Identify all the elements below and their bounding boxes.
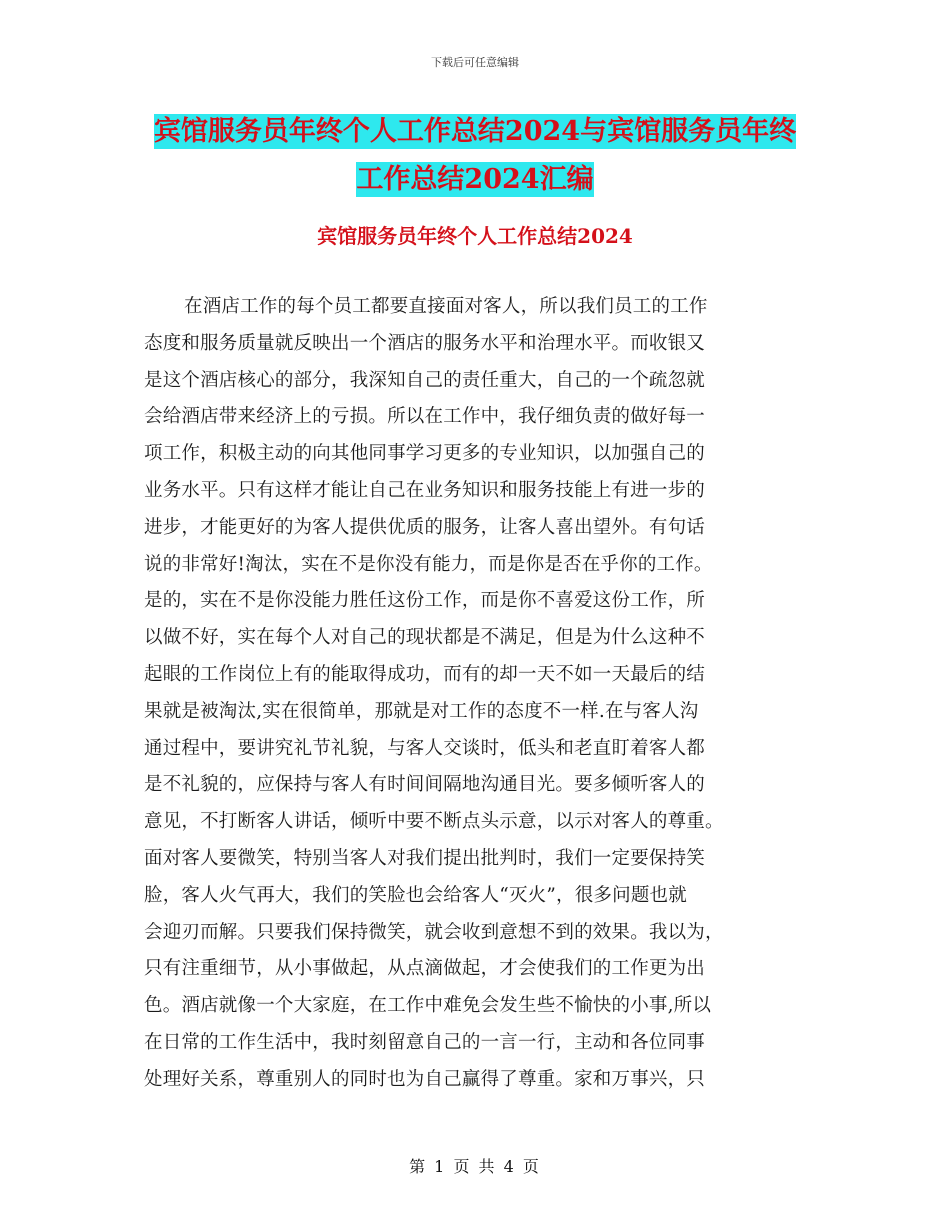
body-line: 会给酒店带来经济上的亏损。所以在工作中，我仔细负责的做好每一 [144,406,706,428]
title-line-1: 宾馆服务员年终个人工作总结2024与宾馆服务员年终 [153,116,797,147]
page-footer: 第 1 页 共 4 页 [409,1157,541,1176]
body-line: 在酒店工作的每个员工都要直接面对客人，所以我们员工的工作 [184,296,708,317]
body-paragraph [144,289,804,1099]
body-line: 是不礼貌的，应保持与客人有时间间隔地沟通目光。要多倾听客人的 [144,774,706,796]
body-line: 处理好关系，尊重别人的同时也为自己赢得了尊重。家和万事兴，只 [144,1068,706,1090]
title-line-2: 工作总结2024汇编 [356,164,594,195]
body-line: 进步，才能更好的为客人提供优质的服务，让客人喜出望外。有句话 [144,516,706,538]
body-line: 以做不好，实在每个人对自己的现状都是不满足，但是为什么这种不 [144,627,706,649]
body-line: 项工作，积极主动的向其他同事学习更多的专业知识，以加强自己的 [144,443,706,465]
body-line: 态度和服务质量就反映出一个酒店的服务水平和治理水平。而收银又 [144,332,706,354]
body-line: 色。酒店就像一个大家庭，在工作中难免会发生些不愉快的小事,所以 [144,995,712,1017]
body-line: 果就是被淘汰,实在很简单，那就是对工作的态度不一样.在与客人沟 [144,700,699,722]
body-line: 起眼的工作岗位上有的能取得成功，而有的却一天不如一天最后的结 [144,663,706,685]
body-line: 在日常的工作生活中，我时刻留意自己的一言一行，主动和各位同事 [144,1031,706,1053]
header-note: 下载后可任意编辑 [431,56,519,69]
body-line: 通过程中，要讲究礼节礼貌，与客人交谈时，低头和老直盯着客人都 [144,737,706,759]
body-line: 脸，客人火气再大，我们的笑脸也会给客人“灭火”，很多问题也就 [144,884,687,906]
body-line: 说的非常好!淘汰，实在不是你没有能力，而是你是否在乎你的工作。 [144,553,713,575]
body-line: 是的，实在不是你没能力胜任这份工作，而是你不喜爱这份工作，所 [144,590,706,612]
section-title: 宾馆服务员年终个人工作总结2024 [317,224,633,248]
body-line: 意见，不打断客人讲话，倾听中要不断点头示意，以示对客人的尊重。 [144,811,724,833]
body-line: 只有注重细节，从小事做起，从点滴做起，才会使我们的工作更为出 [144,958,706,980]
document-title [0,108,950,204]
body-line: 会迎刃而解。只要我们保持微笑，就会收到意想不到的效果。我以为， [144,921,724,943]
body-line: 面对客人要微笑，特别当客人对我们提出批判时，我们一定要保持笑 [144,847,706,869]
body-line: 业务水平。只有这样才能让自己在业务知识和服务技能上有进一步的 [144,479,706,501]
body-line: 是这个酒店核心的部分，我深知自己的责任重大，自己的一个疏忽就 [144,369,706,391]
